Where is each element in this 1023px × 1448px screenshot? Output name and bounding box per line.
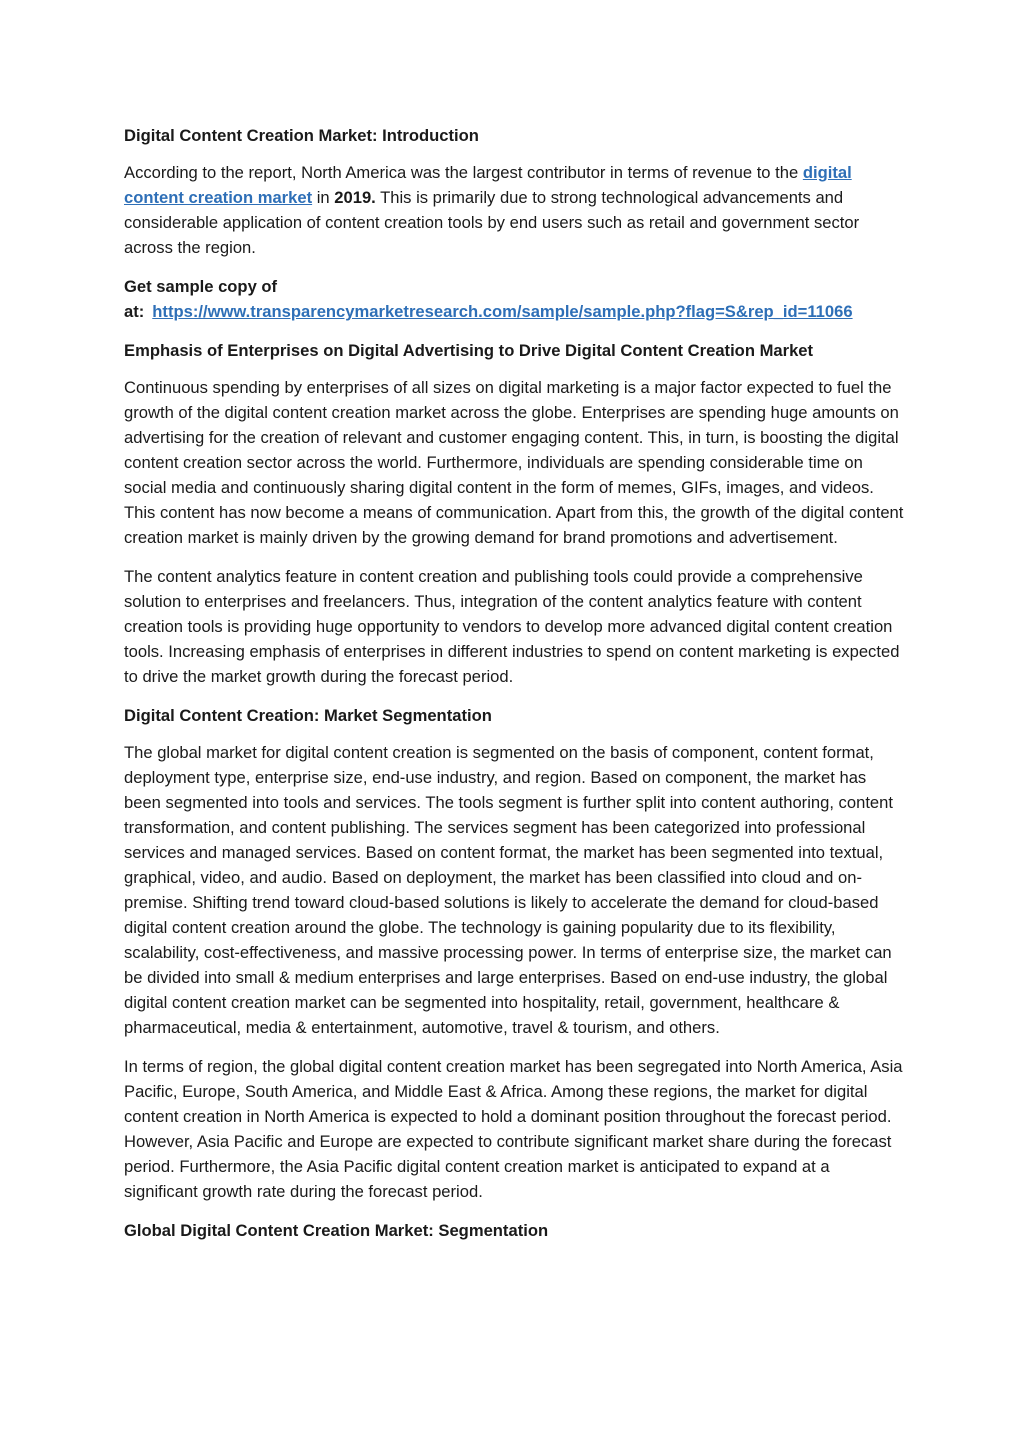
intro-paragraph (124, 160, 904, 260)
sample-copy-link[interactable]: https://www.transparencymarketresearch.com/sample/sample.php?flag=S&rep_id=11066 (152, 302, 853, 321)
intro-heading: Digital Content Creation Market: Introduction (124, 126, 479, 145)
segmentation-heading: Digital Content Creation: Market Segmentation (124, 706, 492, 725)
segmentation-paragraph-2: In terms of region, the global digital content creation market has been segregated into North America, Asia Pacific, Europe, South America, and Middle East & Africa. Among these regions, the market for digital content creation in North America is expected to hold a dominant position throughout the forecast period. However, Asia Pacific and Europe are expected to contribute significant market share during the forecast period. Furthermore, the Asia Pacific digital content creation market is anticipated to expand at a significant growth rate during the forecast period. (124, 1057, 903, 1201)
global-segmentation-heading: Global Digital Content Creation Market: Segmentation (124, 1221, 549, 1240)
intro-text-start: According to the report, North America was the largest contributor in terms of revenue to the (124, 163, 803, 182)
emphasis-heading: Emphasis of Enterprises on Digital Advertising to Drive Digital Content Creation Market (124, 341, 814, 360)
sample-copy-block (124, 274, 904, 324)
segmentation-paragraph-1: The global market for digital content creation is segmented on the basis of component, content format, deployment type, enterprise size, end-use industry, and region. Based on component, the market has been segmented into tools and services. The tools segment is further split into content authoring, content transformation, and content publishing. The services segment has been categorized into professional services and managed services. Based on content format, the market has been segmented into textual, graphical, video, and audio. Based on deployment, the market has been classified into cloud and on-premise. Shifting trend toward cloud-based solutions is likely to accelerate the demand for cloud-based digital content creation around the globe. The technology is gaining popularity due to its flexibility, scalability, cost-effectiveness, and massive processing power. In terms of enterprise size, the market can be divided into small & medium enterprises and large enterprises. Based on end-use industry, the global digital content creation market can be segmented into hospitality, retail, government, healthcare & pharmaceutical, media & entertainment, automotive, travel & tourism, and others. (124, 743, 893, 1037)
digital-content-creation-market-link[interactable]: digital content creation market (124, 163, 852, 207)
sample-at-label: at: (124, 302, 145, 321)
intro-year: 2019. (334, 188, 376, 207)
emphasis-paragraph-2: The content analytics feature in content creation and publishing tools could provide a comprehensive solution to enterprises and freelancers. Thus, integration of the content analytics feature with content creation tools is providing huge opportunity to vendors to develop more advanced digital content creation tools. Increasing emphasis of enterprises in different industries to spend on content marketing is expected to drive the market growth during the forecast period. (124, 567, 900, 686)
intro-text-end: This is primarily due to strong technological advancements and considerable application of content creation tools by end users such as retail and government sector across the region. (124, 188, 860, 257)
intro-text-mid: in (312, 188, 335, 207)
emphasis-paragraph-1: Continuous spending by enterprises of all sizes on digital marketing is a major factor expected to fuel the growth of the digital content creation market across the globe. Enterprises are spending huge amounts on advertising for the creation of relevant and customer engaging content. This, in turn, is boosting the digital content creation sector across the world. Furthermore, individuals are spending considerable time on social media and continuously sharing digital content in the form of memes, GIFs, images, and videos. This content has now become a means of communication. Apart from this, the growth of the digital content creation market is mainly driven by the growing demand for brand promotions and advertisement. (124, 378, 904, 547)
sample-copy-label: Get sample copy of (124, 277, 278, 296)
document-page (124, 123, 904, 1255)
